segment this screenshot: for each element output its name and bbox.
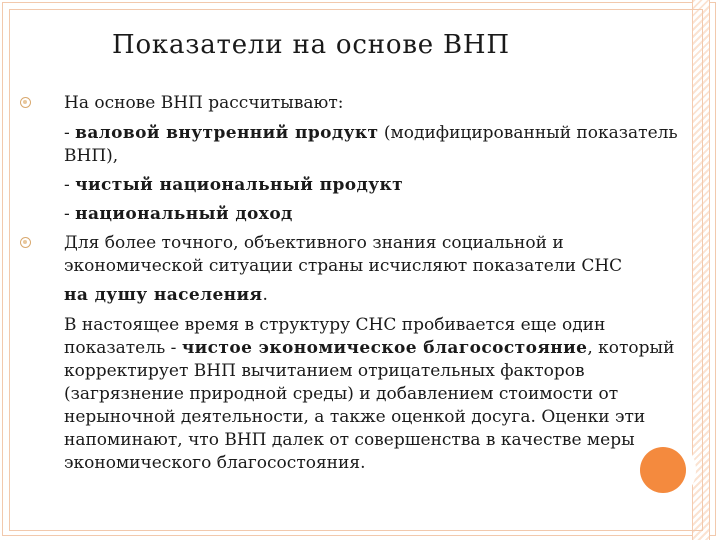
per-capita-text: на душу населения. <box>64 285 268 305</box>
slide-title: Показатели на основе ВНП <box>112 30 510 60</box>
accent-circle <box>640 447 686 493</box>
bullet-item-1 <box>64 92 694 226</box>
bullet-circle-icon <box>20 237 31 248</box>
indicator-gdp-name: валовой внутренний продукт <box>75 123 379 143</box>
net-welfare-label: чистое экономическое благосостояние <box>181 338 588 358</box>
bullet-circle-icon <box>20 97 31 108</box>
indicator-gdp: - валовой внутренний продукт (модифицированный показатель ВНП), <box>64 123 678 166</box>
per-capita-label: на душу населения <box>64 285 263 305</box>
intro-text: На основе ВНП рассчитывают: <box>64 93 344 113</box>
indicator-nnp: - чистый национальный продукт <box>64 175 404 195</box>
indicator-ni-name: национальный доход <box>75 204 293 224</box>
slide-body <box>64 92 694 475</box>
sns-text: Для более точного, объективного знания социальной и экономической ситуации страны исчисляют показатели СНС <box>64 233 623 276</box>
indicator-nnp-name: чистый национальный продукт <box>75 175 404 195</box>
net-welfare-text: В настоящее время в структуру СНС пробивается еще один показатель - чистое экономическое благосостояние, который корректирует ВНП вычитанием отрицательных факторов (загрязнение природной среды) и добавлением стоимости от нерыночной деятельности, а также оценкой досуга. Оценки эти напоминают, что ВНП далек от совершенства в качестве меры экономического благосостояния. <box>64 315 675 473</box>
bullet-item-2 <box>64 232 694 475</box>
indicator-ni: - национальный доход <box>64 204 293 224</box>
